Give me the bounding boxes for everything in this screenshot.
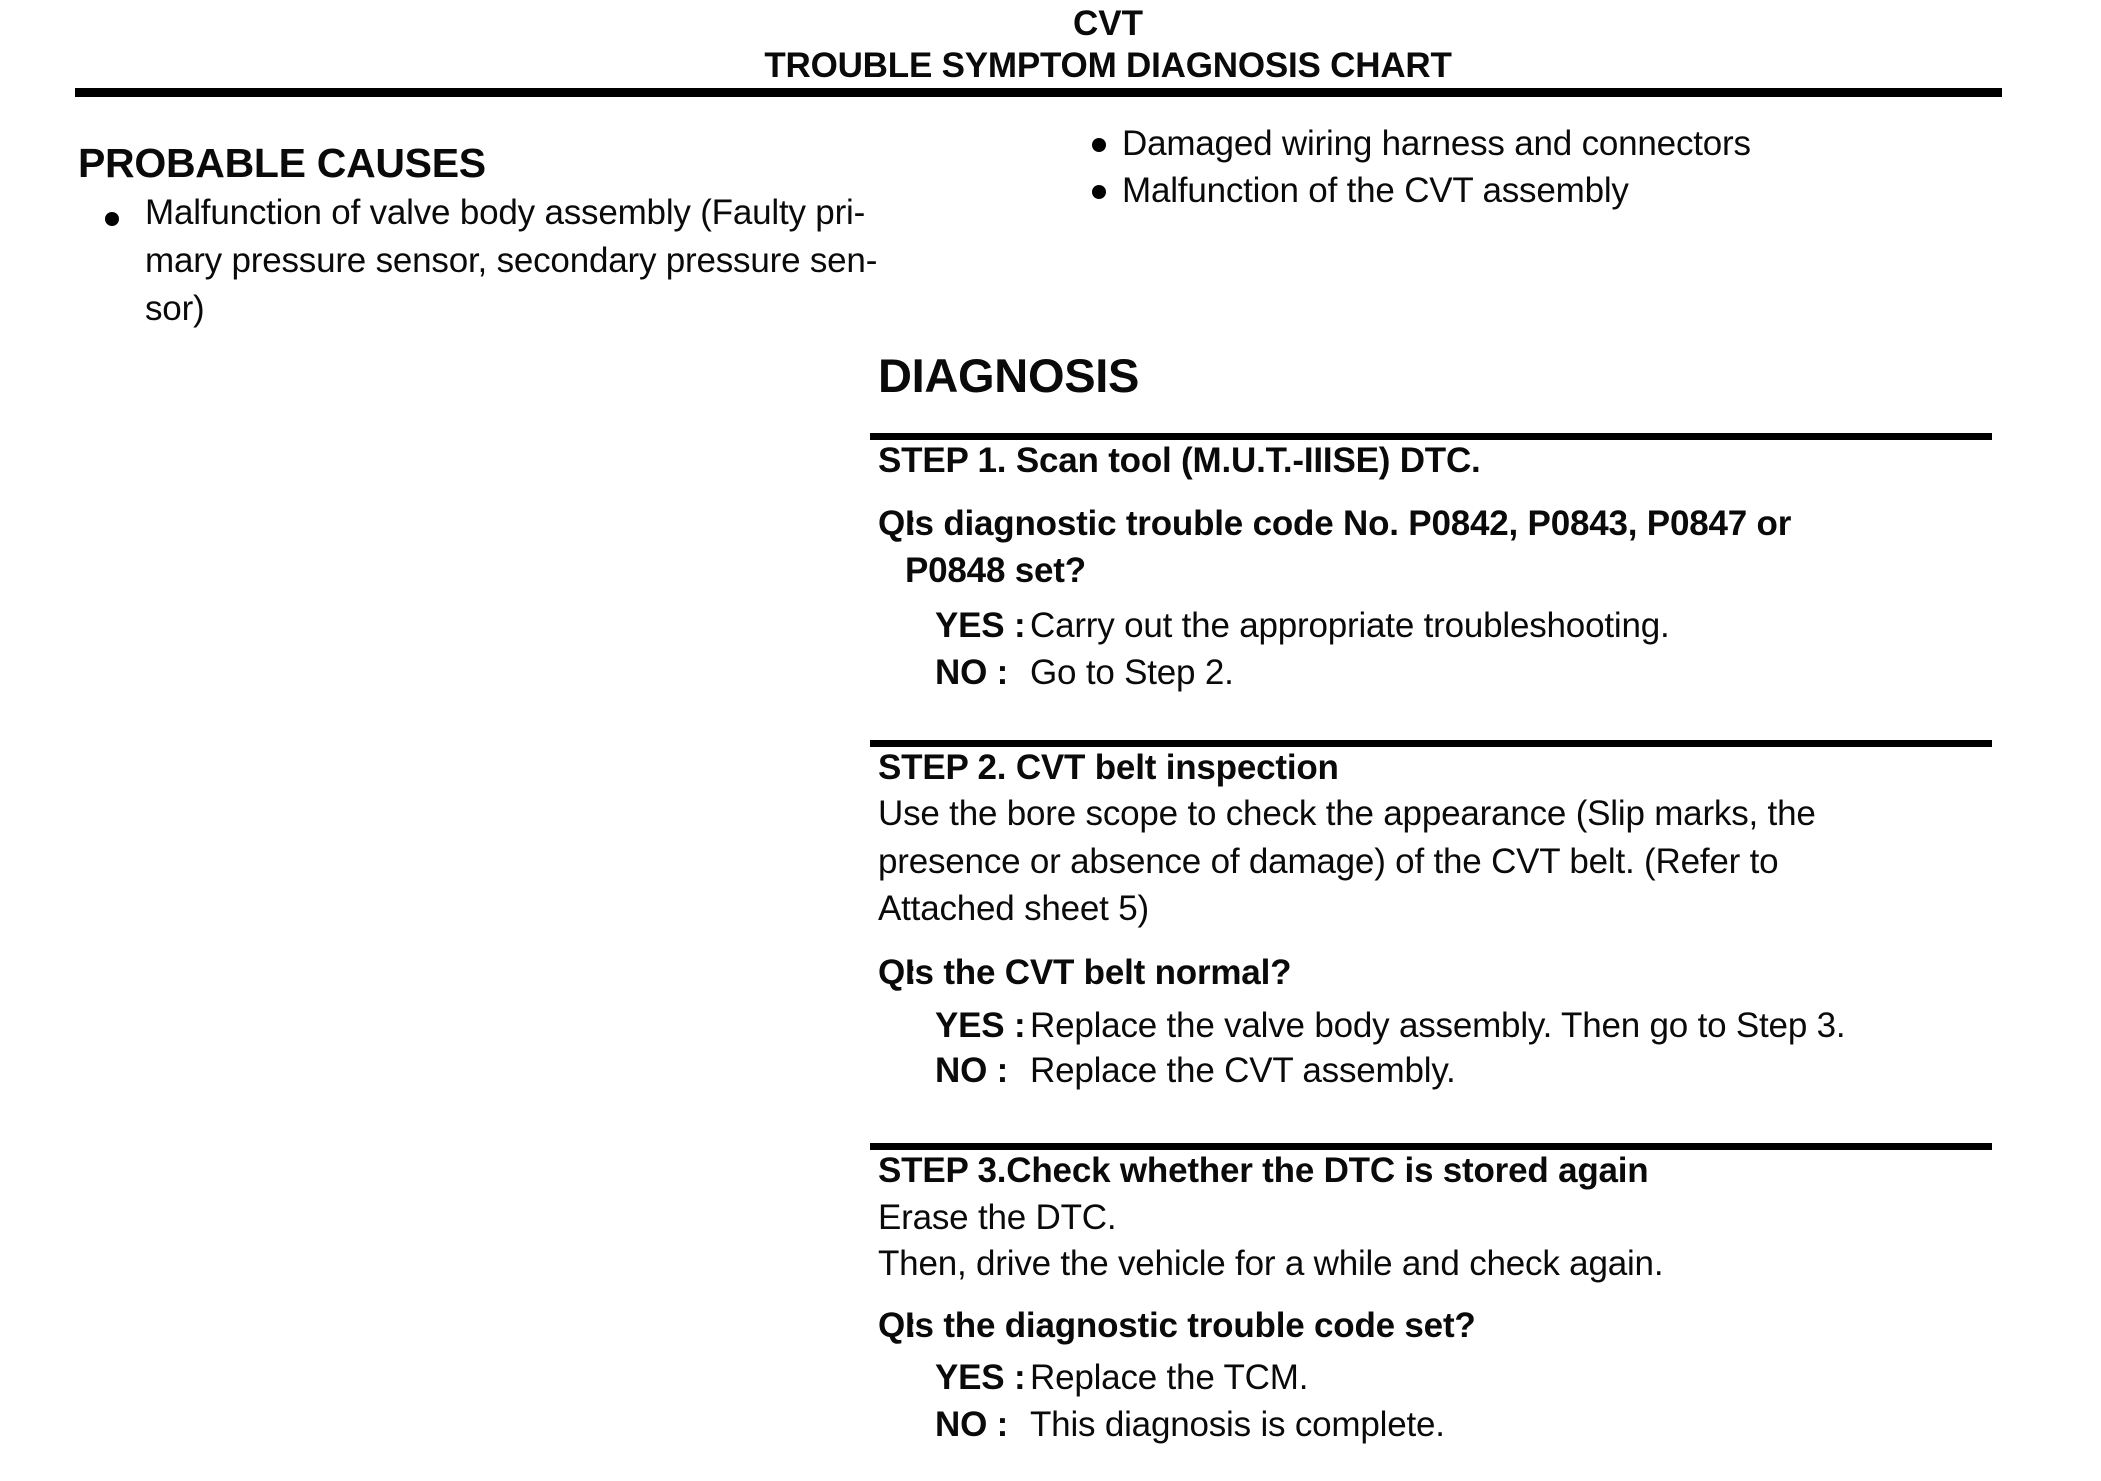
step3-title: STEP 3.Check whether the DTC is stored again (878, 1151, 1649, 1190)
step1-question-prefix: Q: (878, 504, 917, 543)
step2-yes-row (935, 1008, 1845, 1043)
step2-question-prefix: Q: (878, 953, 917, 992)
step3-yes-row (935, 1360, 1308, 1395)
step1-title: STEP 1. Scan tool (M.U.T.-IIISE) DTC. (878, 441, 1481, 480)
bullet-icon (1092, 185, 1106, 199)
right-cause-item-1: Damaged wiring harness and connectors (1122, 124, 1751, 163)
step2-question-line-1: Is the CVT belt normal? (905, 953, 1292, 992)
header-rule (75, 88, 2002, 97)
step1-yes-text: Carry out the appropriate troubleshooting. (1030, 606, 1670, 645)
probable-cause-line-3: sor) (145, 289, 205, 328)
step-divider (870, 433, 1992, 440)
step3-desc-line-2: Then, drive the vehicle for a while and check again. (878, 1244, 1664, 1283)
diagnosis-heading: DIAGNOSIS (878, 349, 1140, 402)
step3-no-text: This diagnosis is complete. (1030, 1405, 1445, 1444)
step2-yes-label: YES : (935, 1006, 1026, 1045)
step-divider (870, 740, 1992, 747)
step2-no-label: NO : (935, 1051, 1009, 1090)
step1-question-line-2: P0848 set? (905, 551, 1086, 590)
step3-question-prefix: Q: (878, 1306, 917, 1345)
step2-desc-line-3: Attached sheet 5) (878, 889, 1149, 928)
right-cause-item-2: Malfunction of the CVT assembly (1122, 171, 1629, 210)
step3-yes-label: YES : (935, 1358, 1026, 1397)
step2-desc-line-2: presence or absence of damage) of the CVT belt. (Refer to (878, 842, 1779, 881)
probable-cause-line-2: mary pressure sensor, secondary pressure sen- (145, 241, 878, 280)
probable-cause-line-1: Malfunction of valve body assembly (Faulty pri- (145, 193, 866, 232)
step3-desc-line-1: Erase the DTC. (878, 1198, 1117, 1237)
step1-question-line-1: Is diagnostic trouble code No. P0842, P0843, P0847 or (905, 504, 1792, 543)
step1-no-row (935, 655, 1234, 690)
step1-no-label: NO : (935, 653, 1009, 692)
step3-yes-text: Replace the TCM. (1030, 1358, 1309, 1397)
page-subtitle: TROUBLE SYMPTOM DIAGNOSIS CHART (764, 46, 1452, 85)
step3-question-line-1: Is the diagnostic trouble code set? (905, 1306, 1476, 1345)
step1-yes-row (935, 608, 1670, 643)
step2-no-text: Replace the CVT assembly. (1030, 1051, 1456, 1090)
step2-yes-text: Replace the valve body assembly. Then go to Step 3. (1030, 1006, 1846, 1045)
step-divider (870, 1143, 1992, 1150)
step3-no-row (935, 1407, 1445, 1442)
step2-title: STEP 2. CVT belt inspection (878, 748, 1339, 787)
page-title: CVT (1073, 4, 1143, 43)
step1-no-text: Go to Step 2. (1030, 653, 1234, 692)
probable-causes-heading: PROBABLE CAUSES (78, 140, 486, 186)
step3-no-label: NO : (935, 1405, 1009, 1444)
step2-no-row (935, 1053, 1456, 1088)
bullet-icon (1092, 138, 1106, 152)
bullet-icon (105, 212, 119, 226)
step2-desc-line-1: Use the bore scope to check the appearance (Slip marks, the (878, 794, 1816, 833)
step1-yes-label: YES : (935, 606, 1026, 645)
